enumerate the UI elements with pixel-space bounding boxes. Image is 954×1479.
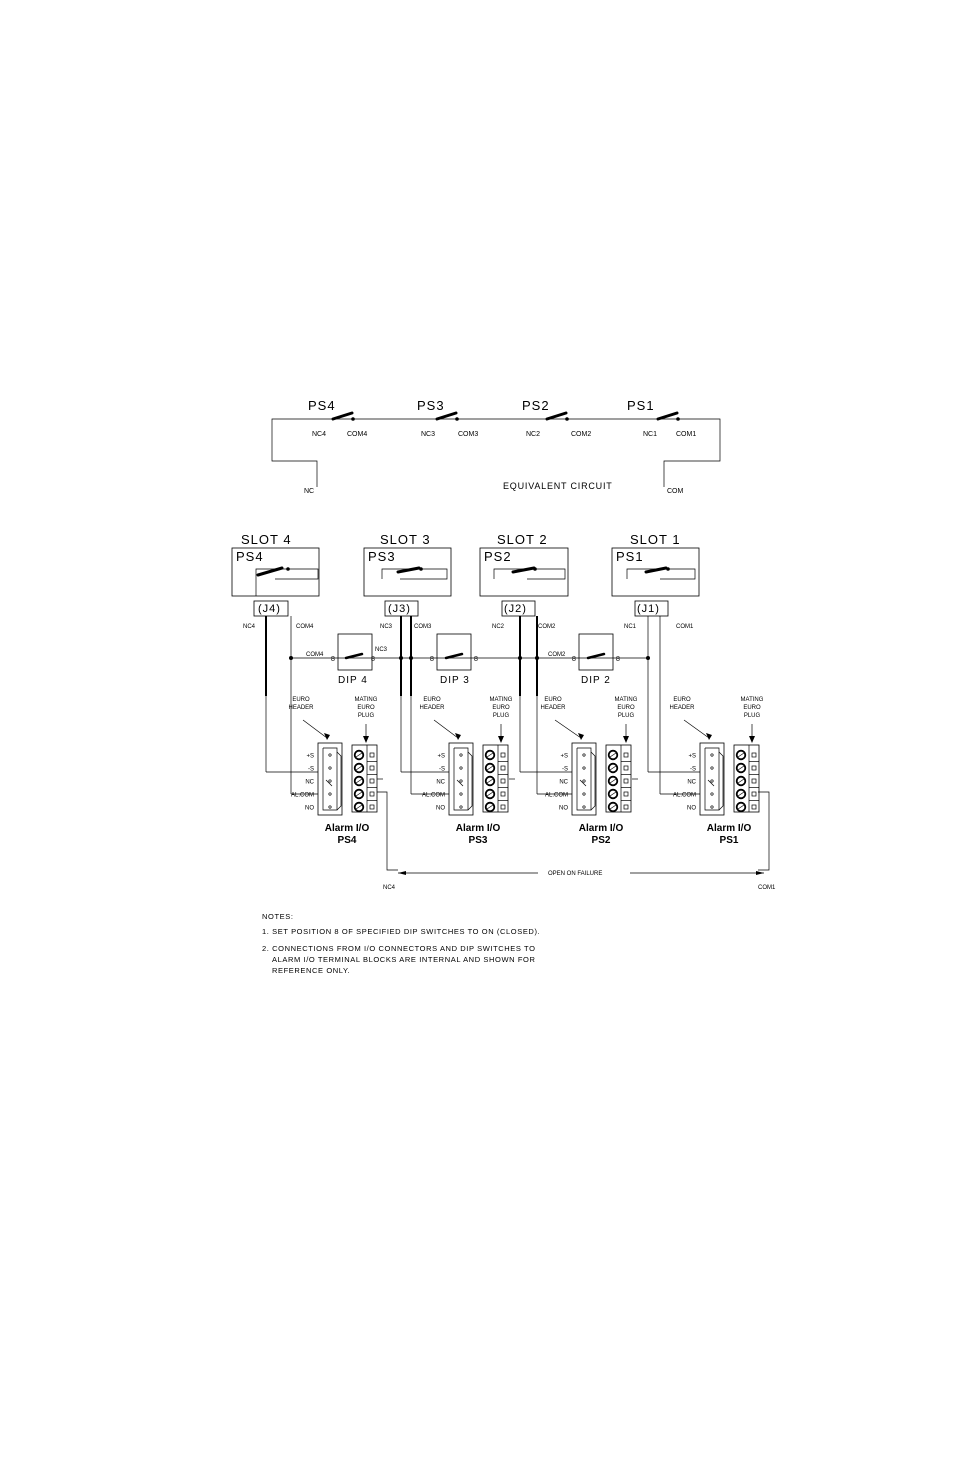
notes	[262, 912, 540, 975]
pin-label: AL.COM	[290, 792, 314, 799]
pin-label: +S	[437, 753, 445, 760]
eq-nc2-label: NC2	[526, 431, 541, 438]
dip-2-left-label: COM2	[548, 652, 566, 658]
slot-3-label: SLOT 3	[380, 532, 431, 547]
alarm-io-title: Alarm I/O	[324, 823, 370, 834]
dip-4-right-label: NC3	[375, 647, 388, 653]
eq-com-terminal: COM	[667, 488, 684, 495]
eq-switch-ps3	[417, 398, 478, 438]
pin-label: NC	[687, 779, 696, 786]
dip-4-label: DIP 4	[338, 675, 368, 686]
dip-4-left-label: COM4	[306, 652, 324, 658]
dip-3-label: DIP 3	[440, 675, 470, 686]
slot-3-nc: NC3	[380, 624, 393, 630]
pin-label: NC	[436, 779, 445, 786]
eq-nc-terminal: NC	[304, 488, 315, 495]
eq-com4-label: COM4	[347, 431, 368, 438]
euro-header-label: HEADER	[288, 705, 314, 711]
eq-com3-label: COM3	[458, 431, 479, 438]
slot-1-label: SLOT 1	[630, 532, 681, 547]
slot-3-jack: (J3)	[388, 603, 411, 615]
alarm-io-ps3	[419, 697, 512, 846]
euro-header-label: EURO	[544, 697, 562, 703]
alarm-connectors	[288, 697, 763, 846]
pin-label: NO	[305, 805, 314, 812]
alarm-io-unit: PS1	[719, 835, 739, 846]
eq-circuit-title: EQUIVALENT CIRCUIT	[503, 481, 613, 491]
alarm-io-ps2	[540, 697, 637, 846]
slot-1	[612, 532, 699, 630]
eq-nc4-label: NC4	[312, 431, 327, 438]
euro-header-label: HEADER	[540, 705, 566, 711]
euro-plug-label: EURO	[743, 705, 761, 711]
open-on-failure-label: OPEN ON FAILURE	[548, 871, 603, 877]
pin-label: AL.COM	[421, 792, 445, 799]
euro-header-label: EURO	[673, 697, 691, 703]
slot-4-label: SLOT 4	[241, 532, 292, 547]
euro-plug-label: PLUG	[492, 713, 510, 719]
euro-plug-label: PLUG	[617, 713, 635, 719]
note-1: 1. SET POSITION 8 OF SPECIFIED DIP SWITCHES TO ON (CLOSED).	[262, 927, 541, 936]
dip-3-pos-right: 8	[474, 656, 478, 663]
euro-plug-label: MATING	[489, 697, 513, 703]
slot-2-ps: PS2	[484, 549, 512, 564]
note-2-line-2: ALARM I/O TERMINAL BLOCKS ARE INTERNAL AND SHOWN FOR	[272, 955, 536, 964]
euro-plug-label: MATING	[354, 697, 378, 703]
euro-plug-label: MATING	[614, 697, 638, 703]
eq-switch-ps2	[522, 398, 591, 438]
slot-2-com: COM2	[538, 624, 556, 630]
dip-3	[430, 634, 478, 686]
slot-3-ps: PS3	[368, 549, 396, 564]
euro-plug-label: EURO	[492, 705, 510, 711]
dip-4	[306, 634, 388, 686]
slot-1-ps: PS1	[616, 549, 644, 564]
pin-label: NC	[305, 779, 314, 786]
slot-4	[232, 532, 319, 630]
eq-switch-ps3-name: PS3	[417, 398, 445, 413]
alarm-io-ps4	[288, 697, 377, 846]
pin-label: -S	[439, 766, 445, 773]
pin-label: -S	[562, 766, 568, 773]
equivalent-circuit	[272, 398, 720, 495]
pin-label: +S	[688, 753, 696, 760]
notes-heading: NOTES:	[262, 912, 294, 921]
bottom-nc4-label: NC4	[383, 885, 396, 891]
alarm-io-unit: PS3	[468, 835, 488, 846]
eq-switch-ps2-name: PS2	[522, 398, 550, 413]
slot-3	[364, 532, 451, 630]
alarm-io-unit: PS4	[337, 835, 357, 846]
eq-nc1-label: NC1	[643, 431, 658, 438]
slot-2	[480, 532, 568, 630]
euro-header-label: EURO	[423, 697, 441, 703]
alarm-io-title: Alarm I/O	[455, 823, 501, 834]
dip-2	[548, 634, 620, 686]
eq-switch-ps1-name: PS1	[627, 398, 655, 413]
bottom-com1-label: COM1	[758, 885, 776, 891]
slot-1-com: COM1	[676, 624, 694, 630]
dip-4-pos-left: 8	[331, 656, 335, 663]
slot-1-jack: (J1)	[637, 603, 660, 615]
slot-3-com: COM3	[414, 624, 432, 630]
pin-label: NO	[687, 805, 696, 812]
dip-2-label: DIP 2	[581, 675, 611, 686]
pin-label: +S	[306, 753, 314, 760]
pin-label: NO	[436, 805, 445, 812]
dip-2-pos-left: 8	[572, 656, 576, 663]
dip-3-pos-left: 8	[430, 656, 434, 663]
note-2-line-1: 2. CONNECTIONS FROM I/O CONNECTORS AND DIP SWITCHES TO	[262, 944, 536, 953]
eq-nc3-label: NC3	[421, 431, 436, 438]
pin-label: -S	[308, 766, 314, 773]
slot-2-label: SLOT 2	[497, 532, 548, 547]
slot-4-ps: PS4	[236, 549, 264, 564]
slot-4-com: COM4	[296, 624, 314, 630]
alarm-io-title: Alarm I/O	[578, 823, 624, 834]
dip-2-pos-right: 8	[616, 656, 620, 663]
slot-4-jack: (J4)	[258, 603, 281, 615]
eq-switch-ps4	[308, 398, 367, 438]
slot-1-nc: NC1	[624, 624, 637, 630]
euro-header-label: HEADER	[419, 705, 445, 711]
note-2-line-3: REFERENCE ONLY.	[272, 966, 351, 975]
pin-label: -S	[690, 766, 696, 773]
euro-header-label: HEADER	[669, 705, 695, 711]
euro-plug-label: MATING	[740, 697, 764, 703]
euro-header-label: EURO	[292, 697, 310, 703]
alarm-io-unit: PS2	[591, 835, 611, 846]
slot-2-jack: (J2)	[504, 603, 527, 615]
euro-plug-label: EURO	[357, 705, 375, 711]
eq-switch-ps4-name: PS4	[308, 398, 336, 413]
eq-switch-ps1	[627, 398, 696, 438]
alarm-io-title: Alarm I/O	[706, 823, 752, 834]
alarm-io-ps1	[669, 697, 763, 846]
pin-label: AL.COM	[672, 792, 696, 799]
eq-com1-label: COM1	[676, 431, 697, 438]
dip-4-pos-right: 8	[371, 656, 375, 663]
slot-2-nc: NC2	[492, 624, 505, 630]
euro-plug-label: PLUG	[357, 713, 375, 719]
eq-com2-label: COM2	[571, 431, 592, 438]
pin-label: AL.COM	[544, 792, 568, 799]
slot-4-nc: NC4	[243, 624, 256, 630]
euro-plug-label: PLUG	[743, 713, 761, 719]
pin-label: +S	[560, 753, 568, 760]
pin-label: NO	[559, 805, 568, 812]
pin-label: NC	[559, 779, 568, 786]
euro-plug-label: EURO	[617, 705, 635, 711]
